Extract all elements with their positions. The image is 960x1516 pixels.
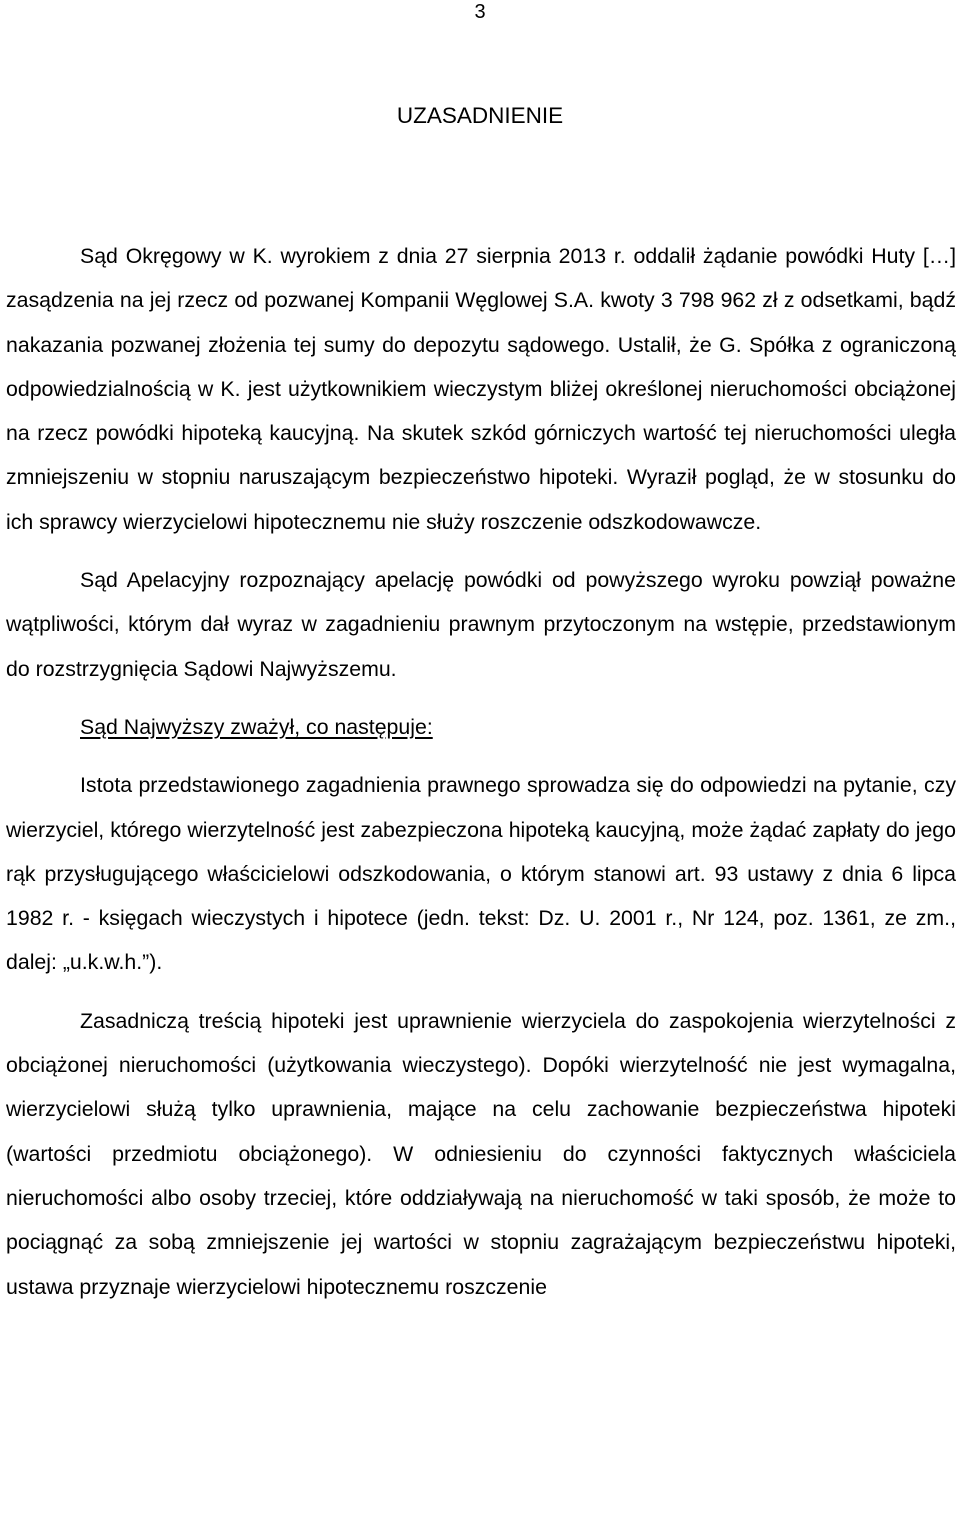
- paragraph-appeal-court-doubts: Sąd Apelacyjny rozpoznający apelację powódki od powyższego wyroku powziął poważne wątpliwości, którym dał wyraz w zagadnieniu prawnym przytoczonym na wstępie, przedstawionym do rozstrzygnięcia Sądowi Najwyższemu.: [6, 568, 956, 681]
- document-title: UZASADNIENIE: [396, 103, 564, 128]
- page-number: 3: [474, 1, 486, 23]
- supreme-court-heading: [6, 705, 956, 749]
- supreme-court-heading-text: Sąd Najwyższy zważył, co następuje:: [80, 714, 433, 739]
- paragraph-mortgage-content: Zasadniczą treścią hipoteki jest uprawnienie wierzyciela do zaspokojenia wierzytelności z obciążonej nieruchomości (użytkowania wieczystego). Dopóki wierzytelność nie jest wymagalna, wierzycielowi służą tylko uprawnienia, mające na celu zachowanie bezpieczeństwa hipoteki (wartości przedmiotu obciążonego). W odniesieniu do czynności faktycznych właściciela nieruchomości albo osoby trzeciej, które oddziaływają na nieruchomość w taki sposób, że może to pociągnąć za sobą zmniejszenie jej wartości w stopniu zagrażającym bezpieczeństwu hipoteki, ustawa przyznaje wierzycielowi hipotecznemu roszczenie: [6, 1008, 956, 1299]
- document-body: [6, 234, 956, 1309]
- paragraph-essence-of-issue: Istota przedstawionego zagadnienia prawnego sprowadza się do odpowiedzi na pytanie, czy wierzyciel, którego wierzytelność jest zabezpieczona hipoteką kaucyjną, może żądać zapłaty do jego rąk przysługującego właścicielowi odszkodowania, o którym stanowi art. 93 ustawy z dnia 6 lipca 1982 r. - księgach wieczystych i hipotece (jedn. tekst: Dz. U. 2001 r., Nr 124, poz. 1361, ze zm., dalej: „u.k.w.h.”).: [6, 773, 956, 975]
- paragraph-district-court-ruling: Sąd Okręgowy w K. wyrokiem z dnia 27 sierpnia 2013 r. oddalił żądanie powódki Huty […] zasądzenia na jej rzecz od pozwanej Kompanii Węglowej S.A. kwoty 3 798 962 zł z odsetkami, bądź nakazania pozwanej złożenia tej sumy do depozytu sądowego. Ustalił, że G. Spółka z ograniczoną odpowiedzialnością w K. jest użytkownikiem wieczystym bliżej określonej nieruchomości obciążonej na rzecz powódki hipoteką kaucyjną. Na skutek szkód górniczych wartość tej nieruchomości uległa zmniejszeniu w stopniu naruszającym bezpieczeństwo hipoteki. Wyraził pogląd, że w stosunku do ich sprawcy wierzycielowi hipotecznemu nie służy roszczenie odszkodowawcze.: [6, 244, 956, 534]
